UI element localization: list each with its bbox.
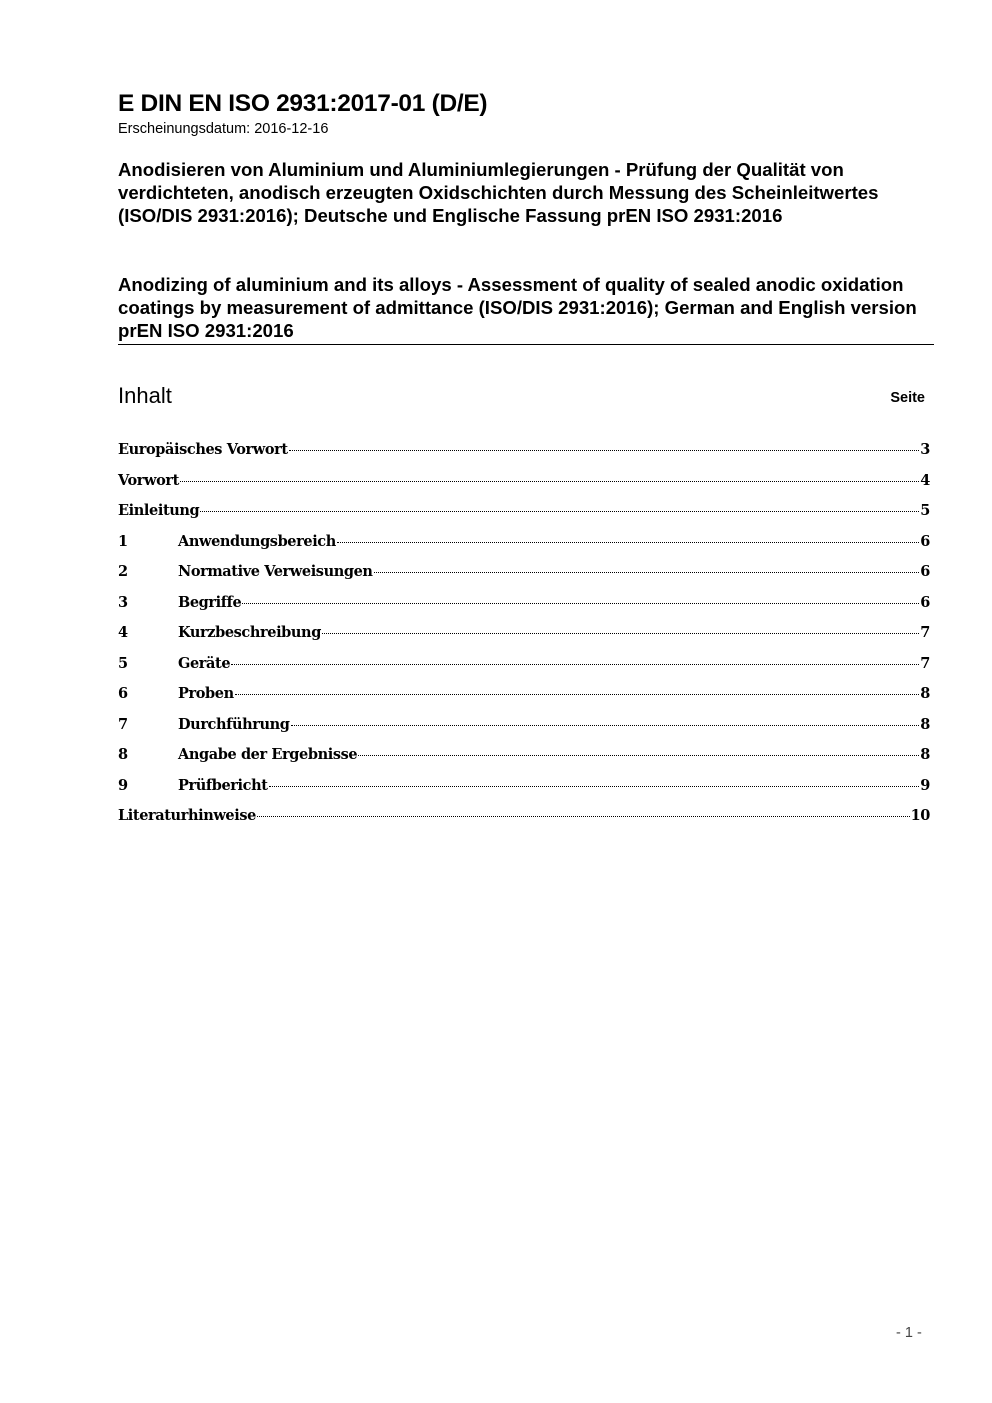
toc-entry-page: 6 [920,593,930,611]
toc-entry[interactable] [118,771,930,802]
toc-entry-title: Normative Verweisungen [178,563,373,580]
toc-leader-dots [322,633,919,634]
toc-entry-page: 8 [920,685,930,702]
toc-entry-page: 7 [920,654,930,672]
toc-leader-dots [269,786,920,787]
toc-entry-title: Begriffe [178,593,242,611]
toc-entry-title: Proben [178,685,234,702]
toc-entry[interactable] [118,527,930,558]
page-number: - 1 - [896,1325,922,1341]
toc-entry-page: 4 [920,471,930,489]
toc-leader-dots [235,694,920,695]
toc-leader-dots [231,664,919,665]
title-english: Anodizing of aluminium and its alloys - Assessment of quality of sealed anodic oxidation coatings by measurement of admittance (ISO/DIS 2931:2016); German and English version prEN ISO 2931:2016 [118,274,917,341]
toc-entry-title: Durchführung [178,715,290,733]
toc-leader-dots [200,511,919,512]
toc-entry-number: 2 [118,563,128,580]
toc-entry[interactable] [118,801,930,832]
toc-entry-page: 8 [920,715,930,733]
toc-entry[interactable] [118,740,930,771]
toc-entry-page: 10 [910,807,930,824]
toc-entry[interactable] [118,649,930,680]
toc-entry[interactable] [118,679,930,710]
toc-leader-dots [257,816,910,817]
toc-leader-dots [358,755,919,756]
toc-entry-number: 4 [118,624,128,641]
toc-leader-dots [180,481,919,482]
toc-entry[interactable] [118,496,930,527]
toc-entry[interactable] [118,466,930,497]
toc-leader-dots [242,603,919,604]
toc-entry-number: 1 [118,532,128,550]
toc-entry[interactable] [118,588,930,619]
toc-entry[interactable] [118,618,930,649]
toc-entry-title: Angabe der Ergebnisse [178,746,358,763]
toc-entry-page: 6 [920,563,930,580]
toc-entry-title: Literaturhinweise [118,807,256,824]
publication-date: Erscheinungsdatum: 2016-12-16 [118,121,329,137]
toc-entry-title: Anwendungsbereich [178,532,336,550]
toc-entry-title: Geräte [178,654,231,672]
toc-entry-number: 9 [118,776,128,794]
toc-entry-number: 3 [118,593,128,611]
toc-entry-number: 7 [118,715,128,733]
toc-entry-number: 6 [118,685,128,702]
toc-entry[interactable] [118,435,930,466]
toc-heading: Inhalt [118,383,172,408]
toc-entry-number: 5 [118,654,128,672]
toc-entry-title: Prüfbericht [178,776,268,794]
toc-entry-page: 3 [920,441,930,458]
toc-entry-title: Europäisches Vorwort [118,441,288,458]
toc-entry-page: 5 [920,502,930,519]
toc-entry-page: 6 [920,532,930,550]
toc-entry-page: 7 [920,624,930,641]
toc-entry[interactable] [118,557,930,588]
toc-entry[interactable] [118,710,930,741]
toc-entry-title: Einleitung [118,502,200,519]
toc-entry-title: Vorwort [118,471,179,489]
table-of-contents [118,435,930,832]
toc-entry-page: 9 [920,776,930,794]
document-id: E DIN EN ISO 2931:2017-01 (D/E) [118,90,488,117]
toc-entry-number: 8 [118,746,128,763]
toc-page-column-label: Seite [890,390,925,406]
toc-leader-dots [374,572,920,573]
title-divider [118,344,934,345]
toc-entry-page: 8 [920,746,930,763]
toc-leader-dots [289,450,920,451]
toc-leader-dots [291,725,920,726]
toc-entry-title: Kurzbeschreibung [178,624,321,641]
toc-leader-dots [337,542,919,543]
title-german: Anodisieren von Aluminium und Aluminiumlegierungen - Prüfung der Qualität von verdichteten, anodisch erzeugten Oxidschichten durch Messung des Scheinleitwertes (ISO/DIS 2931:2016); Deutsche und Englische Fassung prEN ISO 2931:2016 [118,159,879,226]
